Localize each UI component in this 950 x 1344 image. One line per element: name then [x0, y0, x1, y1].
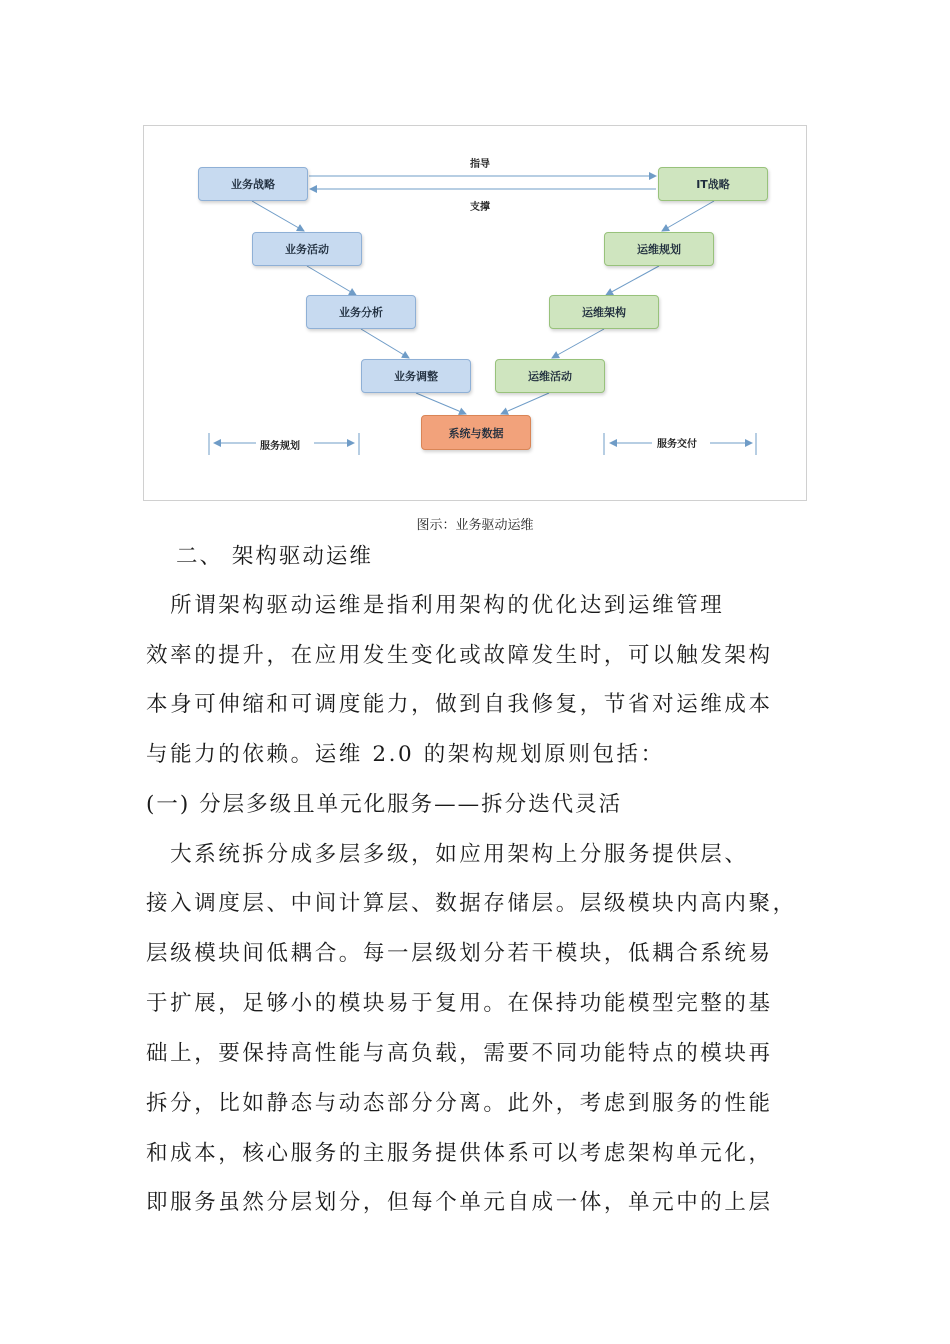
paragraph-line: 即服务虽然分层划分，但每个单元自成一体，单元中的上层: [146, 1190, 773, 1215]
paragraph-line: 效率的提升，在应用发生变化或故障发生时，可以触发架构: [146, 643, 773, 668]
paragraph-line: 础上，要保持高性能与高负载，需要不同功能特点的模块再: [146, 1041, 773, 1066]
paragraph-line: 接入调度层、中间计算层、数据存储层。层级模块内高内聚，: [146, 891, 797, 916]
box-ops-architecture: 运维架构: [549, 295, 659, 329]
section-heading: 二、 架构驱动运维: [176, 544, 373, 569]
label-support: 支撑: [470, 202, 490, 213]
box-system-data: 系统与数据: [421, 415, 531, 450]
box-business-activity: 业务活动: [252, 232, 362, 266]
paragraph-line: 和成本，核心服务的主服务提供体系可以考虑架构单元化，: [146, 1141, 773, 1166]
box-business-analysis: 业务分析: [306, 295, 416, 329]
paragraph-line: 与能力的依赖。运维 2.0 的架构规划原则包括：: [146, 742, 665, 767]
paragraph-line: 所谓架构驱动运维是指利用架构的优化达到运维管理: [146, 593, 725, 618]
figure-caption: 图示：业务驱动运维: [416, 518, 534, 533]
box-ops-planning: 运维规划: [604, 232, 714, 266]
paragraph-line: 层级模块间低耦合。每一层级划分若干模块，低耦合系统易: [146, 941, 773, 966]
box-business-strategy: 业务战略: [198, 167, 308, 201]
paragraph-line: 于扩展，足够小的模块易于复用。在保持功能模型完整的基: [146, 991, 773, 1016]
paragraph-line: 大系统拆分成多层多级，如应用架构上分服务提供层、: [146, 842, 749, 867]
subheading: (一) 分层多级且单元化服务——拆分迭代灵活: [146, 792, 623, 817]
label-service-planning: 服务规划: [260, 441, 300, 452]
box-ops-activity: 运维活动: [495, 359, 605, 393]
box-business-adjustment: 业务调整: [361, 359, 471, 393]
business-driven-ops-diagram: [143, 125, 807, 501]
box-it-strategy: IT战略: [658, 167, 768, 201]
label-service-delivery: 服务交付: [657, 439, 697, 450]
paragraph-line: 拆分，比如静态与动态部分分离。此外，考虑到服务的性能: [146, 1091, 773, 1116]
label-guide: 指导: [470, 159, 490, 170]
paragraph-line: 本身可伸缩和可调度能力，做到自我修复，节省对运维成本: [146, 692, 773, 717]
